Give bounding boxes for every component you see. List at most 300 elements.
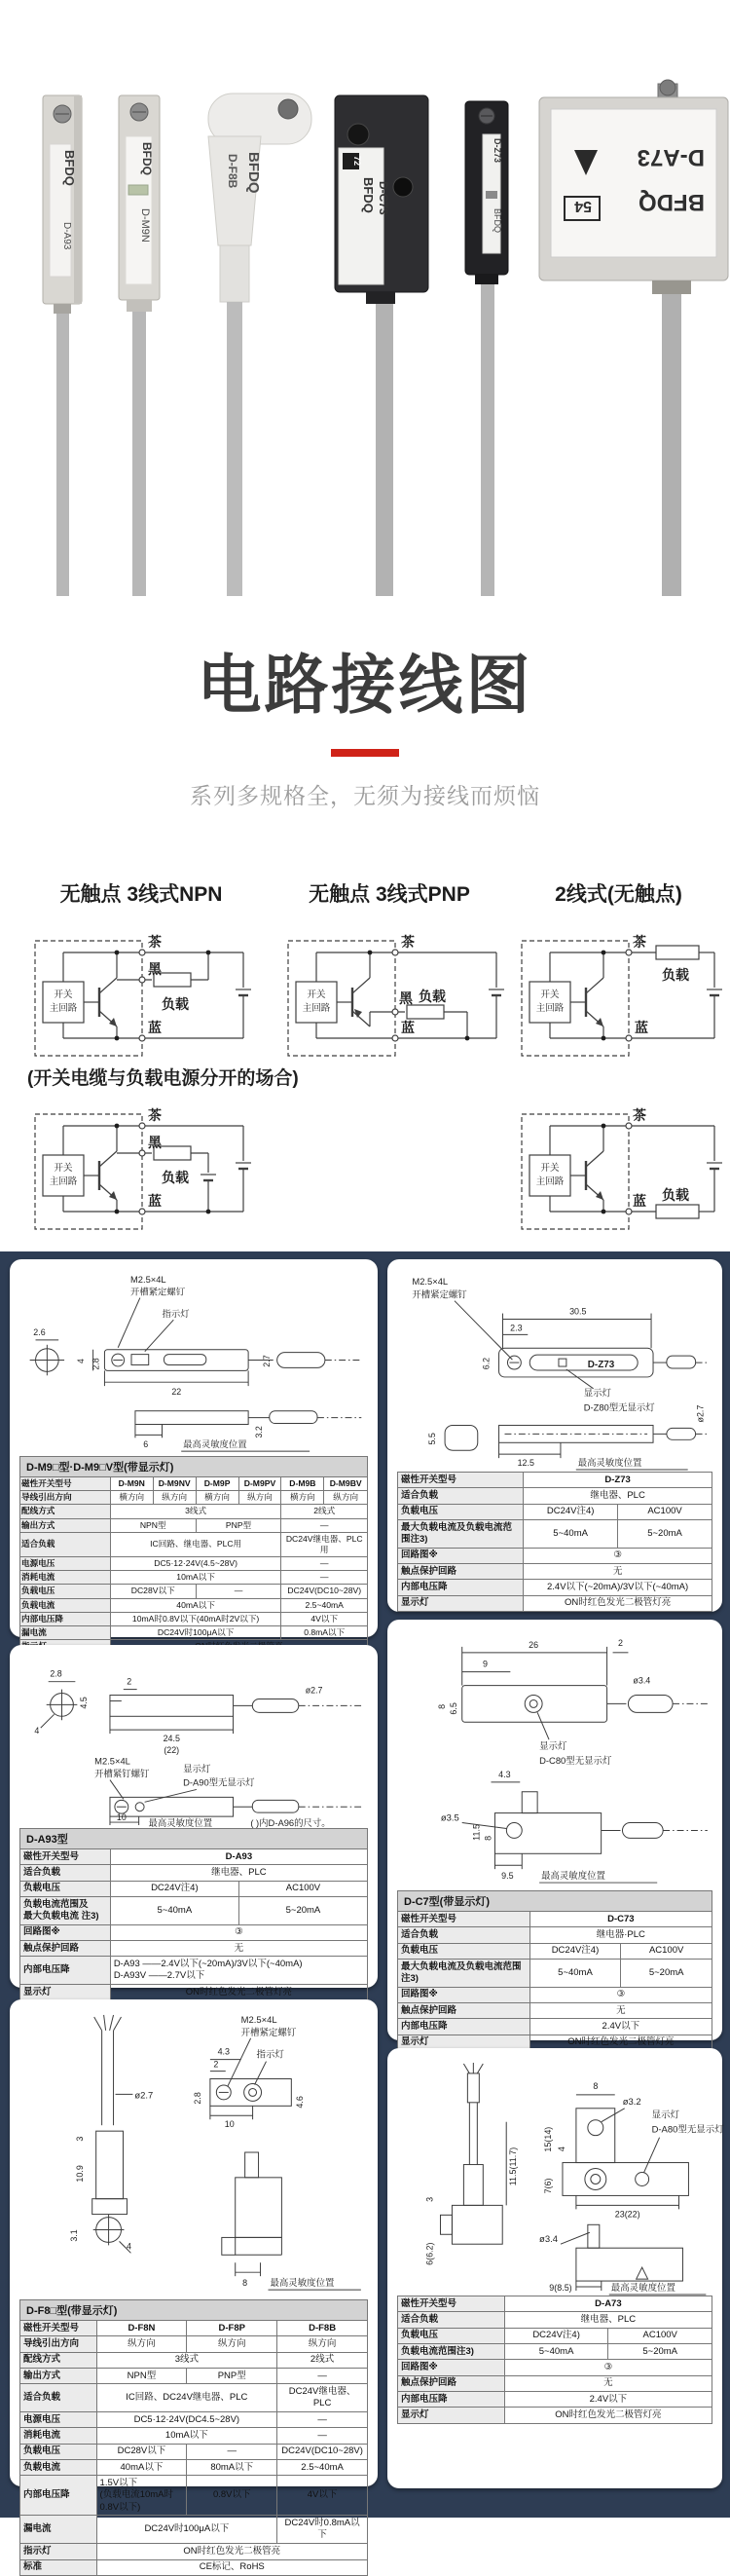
spec-label-cell: 负载电压 (398, 1504, 524, 1519)
spec-label-cell: 消耗电流 (20, 2428, 97, 2444)
d-z73-dimension-drawing (397, 1269, 712, 1472)
spec-value-cell: — (281, 1518, 368, 1532)
dim-label: 8 (436, 1703, 447, 1709)
spec-value-cell: DC24V注4) (529, 1943, 621, 1959)
spec-table-row (20, 2384, 368, 2412)
spec-value-cell: 3线式 (110, 1505, 281, 1518)
spec-value-cell: AC100V (618, 1504, 712, 1519)
indicator-note-label: D-A80型无显示灯 (651, 2124, 724, 2136)
dim-label: 6(6.2) (424, 2242, 435, 2265)
spec-label-cell: 配线方式 (20, 2352, 97, 2368)
spec-value-cell: ON时红色发光二极管灯亮 (529, 2035, 712, 2050)
spec-table-row (20, 1557, 368, 1571)
spec-table-row (20, 2544, 368, 2559)
spec-value-cell: 5~40mA (504, 2344, 608, 2360)
product-model-label: D-F8B (226, 154, 239, 189)
spec-value-cell: 80mA以下 (187, 2460, 277, 2476)
spec-table-row (20, 2460, 368, 2476)
product-badge: 54 (574, 198, 592, 214)
spec-value-cell: 2.5~40mA (277, 2460, 368, 2476)
dim-label: ø3.5 (440, 1811, 459, 1823)
spec-label-cell: 负载电流范围及 最大负载电流 注3) (20, 1897, 111, 1925)
spec-value-cell: — (196, 1585, 281, 1598)
product-brand-label: BFDQ (639, 189, 705, 215)
dim-label: 4.6 (295, 2096, 306, 2109)
dim-label: 30.5 (569, 1306, 587, 1317)
wire-brown-label: 茶 (148, 934, 162, 950)
spec-label-cell: 负载电压 (20, 2444, 97, 2459)
dim-label: 8 (593, 2080, 599, 2091)
spec-value-cell: ON时红色发光二极管灯亮 (524, 1595, 712, 1611)
spec-value-cell: ③ (110, 1924, 367, 1940)
product-model-label: D-Z73 (493, 138, 502, 164)
spec-table-row (20, 2369, 368, 2384)
spec-table-row (398, 1912, 712, 1927)
spec-table-row (398, 2375, 712, 2391)
spec-label-cell: 回路图※ (20, 1924, 111, 1940)
spec-value-cell: — (281, 1571, 368, 1585)
spec-value-cell: 横方向 (196, 1491, 238, 1505)
spec-table-row (20, 2476, 368, 2516)
spec-value-cell: D-M9NV (153, 1477, 196, 1491)
spec-table-row (398, 1488, 712, 1504)
spec-table-row (20, 1957, 368, 1985)
dim-label: ø2.7 (305, 1685, 323, 1696)
d-a93-spec-table (19, 1848, 368, 2017)
indicator-note-label: D-C80型无显示灯 (539, 1754, 612, 1766)
indicator-label: 显示灯 (583, 1387, 611, 1399)
dim-label: 9(8.5) (549, 2283, 572, 2294)
spec-value-cell: 5~20mA (618, 1520, 712, 1549)
spec-table-row (20, 1612, 368, 1625)
spec-value-cell: 纵方向 (324, 1491, 368, 1505)
spec-value-cell: D-A93 (110, 1849, 367, 1865)
spec-value-cell: 2线式 (277, 2352, 368, 2368)
screw-spec-label: M2.5×4L (412, 1275, 449, 1287)
spec-label-cell: 电源电压 (20, 2412, 97, 2428)
wire-blue-label: 蓝 (401, 1020, 415, 1035)
spec-table-row (398, 1548, 712, 1563)
product-sensor-5 (465, 101, 508, 596)
load-label: 负载 (162, 1170, 189, 1185)
spec-label-cell: 适合负载 (398, 2312, 505, 2328)
spec-label-cell: 负载电压 (398, 2328, 505, 2343)
sensitivity-label: 最高灵敏度位置 (270, 2277, 335, 2289)
dim-label: 11.5(11.7) (508, 2147, 519, 2186)
switch-label: 主回路 (535, 1003, 565, 1014)
spec-value-cell: AC100V (608, 2328, 712, 2343)
wire-blue-label: 蓝 (148, 1193, 162, 1209)
spec-table-row (20, 2516, 368, 2544)
spec-table-row (398, 1564, 712, 1580)
dim-label: 12.5 (517, 1458, 534, 1469)
spec-value-cell: 无 (529, 2003, 712, 2019)
product-model-label: D-A93 (61, 222, 72, 250)
product-sensor-6 (539, 80, 728, 596)
spec-table-row (20, 1985, 368, 2000)
spec-value-cell: DC24V注4) (504, 2328, 608, 2343)
d-a73-dimension-drawing (397, 2058, 724, 2296)
spec-value-cell: D-Z73 (524, 1473, 712, 1488)
dim-label: 2.8 (192, 2092, 202, 2105)
spec-value-cell: DC24V时100μA以下 (110, 1625, 281, 1639)
switch-label: 开关 (540, 1163, 560, 1174)
d-m9-spec-table (19, 1476, 368, 1667)
spec-label-cell: 输出方式 (20, 1518, 111, 1532)
dim-label: 6.5 (448, 1702, 458, 1715)
spec-label-cell: 漏电流 (20, 2516, 97, 2544)
dim-label: 2.3 (510, 1323, 523, 1333)
d-c73-dimension-drawing (397, 1629, 712, 1890)
spec-table-row (398, 1927, 712, 1943)
spec-table-row (20, 1585, 368, 1598)
product-brand-label: BFDQ (62, 150, 77, 186)
page-subtitle: 系列多规格全，无须为接线而烦恼 (190, 783, 540, 808)
spec-value-cell: 2线式 (281, 1505, 368, 1518)
spec-value-cell: D-A73 (504, 2296, 712, 2312)
spec-value-cell: IC回路、DC24V继电器、PLC (96, 2384, 277, 2412)
wiring-diagram-pnp (280, 919, 509, 1065)
spec-label-cell: 内部电压降 (20, 1612, 111, 1625)
spec-value-cell: 1.5V以下 (负载电流10mA时0.8V以下) (96, 2476, 187, 2516)
spec-value-cell: 纵方向 (187, 2336, 277, 2352)
spec-label-cell: 适合负载 (20, 1865, 111, 1881)
d-z73-spec-table (397, 1472, 712, 1612)
spec-value-cell: PNP型 (196, 1518, 281, 1532)
hero-product-photo (0, 0, 730, 596)
spec-value-cell: AC100V (238, 1881, 367, 1896)
dim-label: 9 (483, 1659, 489, 1669)
spec-table-row (398, 1520, 712, 1549)
spec-value-cell: 5~20mA (621, 1960, 712, 1988)
dim-label: 8 (483, 1835, 493, 1841)
wire-brown-label: 茶 (633, 1107, 646, 1123)
product-sensor-1 (43, 95, 82, 596)
indicator-note-label: D-Z80型无显示灯 (583, 1401, 655, 1413)
spec-value-cell: DC28V以下 (110, 1585, 196, 1598)
d-f8-dimension-drawing (19, 2009, 368, 2299)
wiring-heading-2wire: 2线式(无触点) (555, 883, 682, 906)
switch-label: 主回路 (535, 1176, 565, 1187)
switch-label: 开关 (54, 1163, 73, 1174)
table-title: D-F8□型(带显示灯) (19, 2299, 368, 2320)
spec-label-cell: 触点保护回路 (398, 1564, 524, 1580)
dim-label: ø3.4 (539, 2234, 558, 2246)
spec-table-row (20, 2559, 368, 2575)
spec-label-cell: 磁性开关型号 (398, 1473, 524, 1488)
product-brand-label: BFDQ (493, 208, 502, 234)
spec-label-cell: 适合负载 (398, 1488, 524, 1504)
product-model-label: D-A73 (637, 144, 705, 170)
spec-value-cell: DC28V以下 (96, 2444, 187, 2459)
spec-value-cell: NPN型 (96, 2369, 187, 2384)
table-title: D-C7型(带显示灯) (397, 1890, 712, 1911)
model-engraving-label: D-Z73 (587, 1360, 615, 1371)
wire-blue-label: 蓝 (635, 1020, 648, 1035)
spec-table-row (20, 1865, 368, 1881)
spec-value-cell: DC24V注4) (110, 1881, 238, 1896)
spec-value-cell: ON时红色发光二极管亮 (96, 2544, 367, 2559)
screw-name-label: 开槽紧钉螺钉 (94, 1768, 150, 1779)
wiring-diagram-npn (27, 919, 256, 1065)
spec-table-row (398, 2296, 712, 2312)
load-label: 负载 (419, 989, 446, 1004)
spec-value-cell: 纵方向 (238, 1491, 281, 1505)
spec-table-row (20, 2321, 368, 2336)
spec-table-row (20, 1625, 368, 1639)
dim-label: 2 (618, 1637, 623, 1648)
spec-table-row (398, 1595, 712, 1611)
product-badge: 72 (352, 156, 362, 167)
spec-label-cell: 回路图※ (398, 1548, 524, 1563)
spec-value-cell: D-F8B (277, 2321, 368, 2336)
screw-name-label: 开槽紧定螺钉 (240, 2026, 297, 2037)
spec-label-cell: 导线引出方向 (20, 1491, 111, 1505)
dim-label: 6 (143, 1439, 149, 1450)
spec-label-cell: 漏电流 (20, 1625, 111, 1639)
spec-label-cell: 内部电压降 (398, 2392, 505, 2408)
dim-label: 2 (127, 1676, 132, 1687)
spec-value-cell: 10mA以下 (96, 2428, 277, 2444)
spec-value-cell: 继电器、PLC (524, 1488, 712, 1504)
spec-value-cell: PNP型 (187, 2369, 277, 2384)
spec-label-cell: 回路图※ (398, 1987, 530, 2002)
spec-label-cell: 回路图※ (398, 2360, 505, 2375)
spec-table-row (398, 2312, 712, 2328)
spec-label-cell: 负载电压 (20, 1881, 111, 1896)
spec-label-cell: 负载电压 (398, 1943, 530, 1959)
spec-table-row (398, 2408, 712, 2423)
sensitivity-label: 最高灵敏度位置 (577, 1457, 642, 1469)
spec-value-cell: 40mA以下 (96, 2460, 187, 2476)
spec-table-row (398, 2003, 712, 2019)
spec-value-cell: — (277, 2412, 368, 2428)
spec-value-cell: DC24V(DC10~28V) (277, 2444, 368, 2459)
spec-value-cell: 纵方向 (277, 2336, 368, 2352)
spec-label-cell: 电源电压 (20, 1557, 111, 1571)
wire-brown-label: 茶 (633, 934, 646, 950)
dim-label: 4.3 (498, 1769, 511, 1779)
d-m9-dimension-drawing (19, 1269, 368, 1456)
spec-label-cell: 显示灯 (20, 1985, 111, 2000)
wiring-diagram-npn-separate (27, 1093, 256, 1239)
spec-table-row (398, 2328, 712, 2343)
indicator-note-label: D-A90型无显示灯 (183, 1776, 255, 1788)
spec-label-cell: 内部电压降 (20, 1957, 111, 1985)
dim-label: 22 (171, 1386, 182, 1397)
switch-label: 主回路 (302, 1003, 331, 1014)
spec-label-cell: 显示灯 (398, 1595, 524, 1611)
spec-value-cell: D-M9N (110, 1477, 153, 1491)
spec-label-cell: 内部电压降 (398, 2019, 530, 2035)
spec-value-cell: DC24V(DC10~28V) (281, 1585, 368, 1598)
spec-table-row (398, 1504, 712, 1519)
spec-label-cell: 磁性开关型号 (20, 1849, 111, 1865)
d-c73-spec-table (397, 1911, 712, 2051)
wiring-diagram-2wire-separate (514, 1093, 723, 1239)
dim-label: 4 (34, 1726, 40, 1736)
dim-label: 3 (74, 2136, 85, 2142)
spec-card-d-f8 (10, 1999, 378, 2572)
switch-label: 主回路 (49, 1176, 78, 1187)
screw-name-label: 开槽紧定螺钉 (412, 1288, 467, 1300)
spec-table-row (20, 1518, 368, 1532)
wiring-diagram-2wire (514, 919, 723, 1065)
switch-label: 开关 (54, 989, 73, 1000)
spec-label-cell: 负载电压 (20, 1585, 111, 1598)
dim-label: ø2.7 (134, 2089, 154, 2101)
spec-label-cell: 内部电压降 (398, 1580, 524, 1595)
d-f8-spec-table (19, 2320, 368, 2576)
spec-value-cell: — (277, 2428, 368, 2444)
dim-label: 10 (224, 2119, 235, 2130)
indicator-label: 指示灯 (162, 1309, 190, 1320)
spec-card-d-m9 (10, 1259, 378, 1637)
spec-value-cell: 无 (110, 1941, 367, 1957)
table-title: D-M9□型·D-M9□V型(带显示灯) (19, 1456, 368, 1476)
spec-value-cell: 2.4V以下 (504, 2392, 712, 2408)
spec-value-cell: 横方向 (110, 1491, 153, 1505)
spec-label-cell: 适合负载 (20, 2384, 97, 2412)
dim-label: 2 (213, 2059, 219, 2070)
screw-spec-label: M2.5×4L (94, 1755, 130, 1767)
wire-blue-label: 蓝 (633, 1193, 646, 1209)
spec-label-cell: 配线方式 (20, 1505, 111, 1518)
spec-value-cell: D-M9BV (324, 1477, 368, 1491)
spec-table-row (20, 2428, 368, 2444)
dim-label: 2.8 (50, 1668, 62, 1679)
spec-value-cell: 继电器·PLC (529, 1927, 712, 1943)
dim-label: 4.5 (79, 1697, 90, 1709)
spec-value-cell: 无 (524, 1564, 712, 1580)
spec-table-row (20, 1477, 368, 1491)
spec-value-cell: DC24V时0.8mA以下 (277, 2516, 368, 2544)
spec-table-row (20, 1924, 368, 1940)
dim-label: 26 (529, 1639, 539, 1650)
spec-value-cell: 无 (504, 2375, 712, 2391)
spec-value-cell: D-F8N (96, 2321, 187, 2336)
spec-card-d-a73 (387, 2048, 722, 2488)
spec-table-row (398, 2344, 712, 2360)
spec-table-row (20, 1849, 368, 1865)
switch-label: 主回路 (49, 1003, 78, 1014)
spec-value-cell: DC5·12·24V(4.5~28V) (110, 1557, 281, 1571)
spec-table-row (20, 2336, 368, 2352)
spec-label-cell: 显示灯 (398, 2408, 505, 2423)
screw-spec-label: M2.5×4L (130, 1274, 166, 1285)
spec-table-row (398, 2392, 712, 2408)
spec-label-cell: 标准 (20, 2559, 97, 2575)
dim-label: 2.8 (91, 1358, 101, 1370)
dim-label: 6.2 (481, 1357, 492, 1370)
spec-value-cell: D-F8P (187, 2321, 277, 2336)
dim-label: 4.3 (217, 2046, 231, 2057)
indicator-label: 显示灯 (183, 1763, 211, 1774)
dim-label: 2.7 (261, 1355, 272, 1367)
spec-table-row (20, 2352, 368, 2368)
dim-label: 9.5 (501, 1871, 514, 1882)
sensitivity-label: 最高灵敏度位置 (148, 1817, 213, 1829)
title-accent-bar (331, 749, 399, 757)
wire-blue-label: 蓝 (148, 1020, 162, 1035)
sensitivity-label: 最高灵敏度位置 (541, 1870, 605, 1882)
wire-black-label: 黑 (148, 961, 162, 977)
spec-value-cell: 继电器、PLC (110, 1865, 367, 1881)
spec-label-cell: 触点保护回路 (20, 1941, 111, 1957)
spec-label-cell: 内部电压降 (20, 2476, 97, 2516)
wire-black-label: 黑 (148, 1135, 162, 1150)
spec-table-row (398, 1960, 712, 1988)
product-sensor-3 (208, 93, 311, 596)
dim-label: 4 (75, 1359, 86, 1363)
spec-table-row (398, 1580, 712, 1595)
spec-table-row (20, 1532, 368, 1556)
spec-value-cell: DC24V注4) (524, 1504, 618, 1519)
dim-label: 24.5 (163, 1734, 180, 1743)
spec-table-row (20, 1491, 368, 1505)
spec-label-cell: 磁性开关型号 (398, 2296, 505, 2312)
dim-label: 11.5 (471, 1824, 482, 1841)
spec-table-row (398, 2019, 712, 2035)
spec-value-cell: NPN型 (110, 1518, 196, 1532)
spec-value-cell: D-A93 ——2.4V以下(~20mA)/3V以下(~40mA) D-A93V ——2.7V以下 (110, 1957, 367, 1985)
spec-label-cell: 负载电流 (20, 1598, 111, 1612)
spec-label-cell: 触点保护回路 (398, 2003, 530, 2019)
spec-value-cell: 40mA以下 (110, 1598, 281, 1612)
wiring-note: (开关电缆与负载电源分开的场合) (27, 1068, 299, 1089)
sensitivity-label: 最高灵敏度位置 (183, 1439, 247, 1450)
spec-value-cell: CE标记、RoHS (96, 2559, 367, 2575)
spec-label-cell: 最大负载电流及负载电流范围注3) (398, 1520, 524, 1549)
drawing-note-label: ( )内D-A96的尺寸。 (250, 1817, 331, 1829)
spec-table-row (398, 1473, 712, 1488)
spec-label-cell: 最大负载电流及负载电流范围注3) (398, 1960, 530, 1988)
switch-label: 开关 (540, 989, 560, 1000)
dim-label: 3 (424, 2196, 435, 2202)
sensitivity-label: 最高灵敏度位置 (610, 2283, 675, 2295)
screw-name-label: 开槽紧定螺钉 (130, 1287, 186, 1297)
dim-label: (22) (164, 1744, 180, 1755)
load-label: 负载 (662, 1187, 689, 1203)
spec-value-cell: 10mA以下 (110, 1571, 281, 1585)
dim-label: 5.5 (427, 1433, 438, 1445)
d-a73-spec-table (397, 2296, 712, 2424)
product-sensor-2 (119, 95, 160, 596)
product-model-label: D-C73 (377, 181, 390, 215)
spec-table-row (20, 1571, 368, 1585)
spec-table-row (398, 1943, 712, 1959)
sensors-photo-illustration (0, 0, 730, 596)
spec-value-cell: — (281, 1557, 368, 1571)
spec-label-cell: 适合负载 (398, 1927, 530, 1943)
spec-table-row (20, 1897, 368, 1925)
dim-label: 4 (126, 2241, 131, 2252)
spec-value-cell: 5~40mA (529, 1960, 621, 1988)
spec-card-d-z73 (387, 1259, 722, 1612)
spec-table-row (20, 1598, 368, 1612)
spec-table-row (20, 2412, 368, 2428)
page-title: 电路接线图 (197, 649, 533, 721)
indicator-label: 显示灯 (651, 2109, 679, 2121)
spec-value-cell: D-M9PV (238, 1477, 281, 1491)
product-sensor-4 (335, 95, 428, 596)
spec-label-cell: 负载电流范围注3) (398, 2344, 505, 2360)
spec-label-cell: 负载电流 (20, 2460, 97, 2476)
wire-brown-label: 茶 (148, 1107, 162, 1123)
product-brand-label: BFDQ (245, 152, 262, 194)
spec-label-cell: 显示灯 (398, 2035, 530, 2050)
dim-label: ø3.4 (633, 1675, 651, 1686)
